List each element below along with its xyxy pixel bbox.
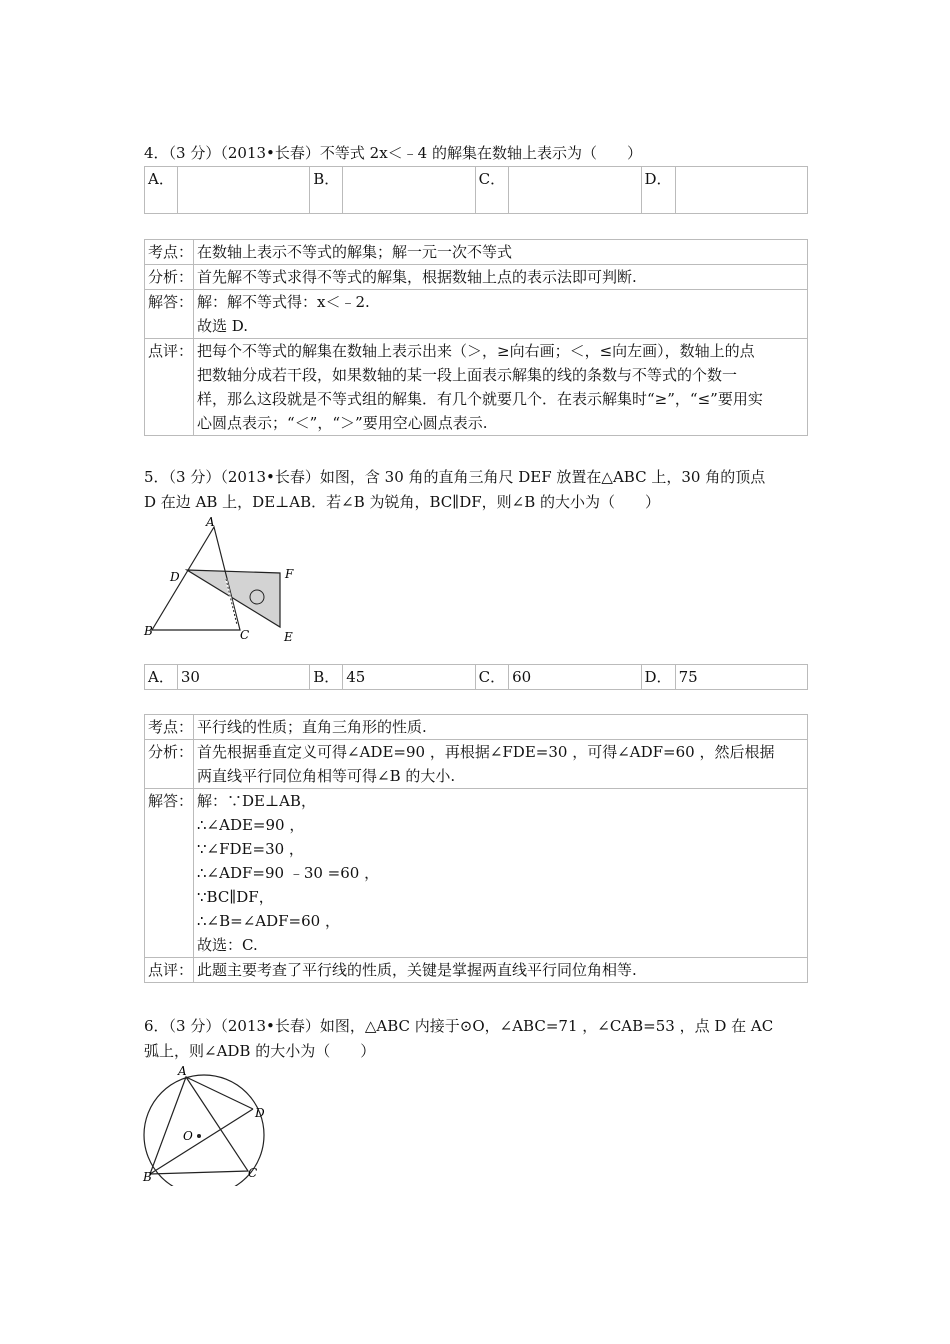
q5-option-b-value[interactable]: 45 [343,665,475,690]
q4-option-c[interactable]: C． [475,167,508,214]
q6-stem [144,1014,808,1064]
set-square-def [187,570,280,627]
q6-stem-line: 6．（3 分）（2013•长春）如图，△ABC 内接于⊙O，∠ABC=71 ，∠CAB=53 ，点 D 在 AC [144,1017,774,1035]
label-c: C [240,628,250,642]
q4-option-a-image [177,167,309,214]
center-o-dot [197,1134,201,1138]
q5-jieda-line: ∴∠ADF=90 ﹣30 =60 ， [197,864,380,882]
q4-option-d-image [675,167,807,214]
label-b: B [144,624,153,638]
q4-dianping-line: 把每个不等式的解集在数轴上表示出来（＞，≥向右画；＜，≤向左画），数轴上的点 [197,342,755,360]
q4-options-table [144,166,808,214]
q5-option-a-letter[interactable]: A． [145,665,178,690]
q5-jieda-line: ∵∠FDE=30 ， [197,840,304,858]
q5-stem [144,465,808,515]
q5-jieda [194,789,808,958]
q4-option-d[interactable]: D． [641,167,675,214]
q5-option-a-value[interactable]: 30 [177,665,309,690]
q5-dianping: 此题主要考查了平行线的性质，关键是掌握两直线平行同位角相等. [194,958,808,983]
q4-dianping-line: 心圆点表示；“＜”，“＞”要用空心圆点表示. [197,414,488,432]
q4-kaodian-label: 考点： [145,240,194,265]
q5-kaodian: 平行线的性质；直角三角形的性质. [194,715,808,740]
q4-fenxi-label: 分析： [145,265,194,290]
q5-option-c-value[interactable]: 60 [509,665,641,690]
q4-jieda [194,290,808,339]
label-f: F [285,567,294,581]
q4-fenxi: 首先解不等式求得不等式的解集，根据数轴上点的表示法即可判断. [194,265,808,290]
q4-jieda-line: 解：解不等式得：x＜﹣2. [197,293,370,311]
triangle-abc [152,527,240,630]
q6-stem-line: 弧上，则∠ADB 的大小为（ ） [144,1042,376,1060]
q5-fenxi-line: 首先根据垂直定义可得∠ADE=90 ，再根据∠FDE=30 ，可得∠ADF=60 ，然后根据 [197,743,775,761]
q4-option-b-image [343,167,475,214]
q5-jieda-label: 解答： [145,789,194,958]
label-a: A [206,515,215,529]
q4-jieda-line: 故选 D. [197,317,249,335]
q4-dianping [194,339,808,436]
label-o: O [183,1129,193,1143]
chord-bd [150,1109,253,1174]
q5-kaodian-label: 考点： [145,715,194,740]
q5-jieda-line: 解：∵DE⊥AB， [197,792,316,810]
q5-fenxi-line: 两直线平行同位角相等可得∠B 的大小. [197,767,456,785]
q4-stem: 4．（3 分）（2013•长春）不等式 2x＜﹣4 的解集在数轴上表示为（ ） [144,144,642,162]
label-b: B [143,1170,152,1184]
q5-fenxi [194,740,808,789]
q4-analysis-table [144,239,808,436]
label-e: E [284,630,293,644]
q4-option-c-image [509,167,641,214]
q4-dianping-line: 样，那么这段就是不等式组的解集．有几个就要几个．在表示解集时“≥”，“≤”要用实 [197,390,763,408]
q4-option-b[interactable]: B． [310,167,343,214]
label-d: D [255,1106,265,1120]
q5-analysis-table [144,714,808,983]
circle-o [144,1075,264,1186]
label-d: D [170,570,180,584]
q5-jieda-line: ∴∠B=∠ADF=60 ， [197,912,340,930]
q4-kaodian: 在数轴上表示不等式的解集；解一元一次不等式 [194,240,808,265]
q4-option-a[interactable]: A． [145,167,178,214]
q5-stem-line: D 在边 AB 上，DE⊥AB．若∠B 为锐角，BC∥DF，则∠B 的大小为（ ） [144,493,660,511]
q5-jieda-line: ∴∠ADE=90 ， [197,816,305,834]
q5-options-table [144,664,808,690]
q4-jieda-label: 解答： [145,290,194,339]
q4-dianping-line: 把数轴分成若干段，如果数轴的某一段上面表示解集的线的条数与不等式的个数一 [197,366,738,384]
triangle-abc [150,1077,248,1174]
q5-jieda-line: ∵BC∥DF， [197,888,274,906]
q5-option-d-value[interactable]: 75 [675,665,807,690]
q5-option-c-letter[interactable]: C． [475,665,508,690]
label-a: A [178,1064,187,1078]
q5-jieda-line: 故选：C. [197,936,258,954]
q5-fenxi-label: 分析： [145,740,194,789]
q5-option-b-letter[interactable]: B． [310,665,343,690]
q5-triangle-figure [140,515,305,645]
q5-stem-line: 5．（3 分）（2013•长春）如图，含 30 角的直角三角尺 DEF 放置在△ABC 上，30 角的顶点 [144,468,766,486]
q6-circle-figure [138,1064,273,1186]
q5-option-d-letter[interactable]: D． [641,665,675,690]
q4-dianping-label: 点评： [145,339,194,436]
q5-dianping-label: 点评： [145,958,194,983]
label-c: C [248,1166,258,1180]
